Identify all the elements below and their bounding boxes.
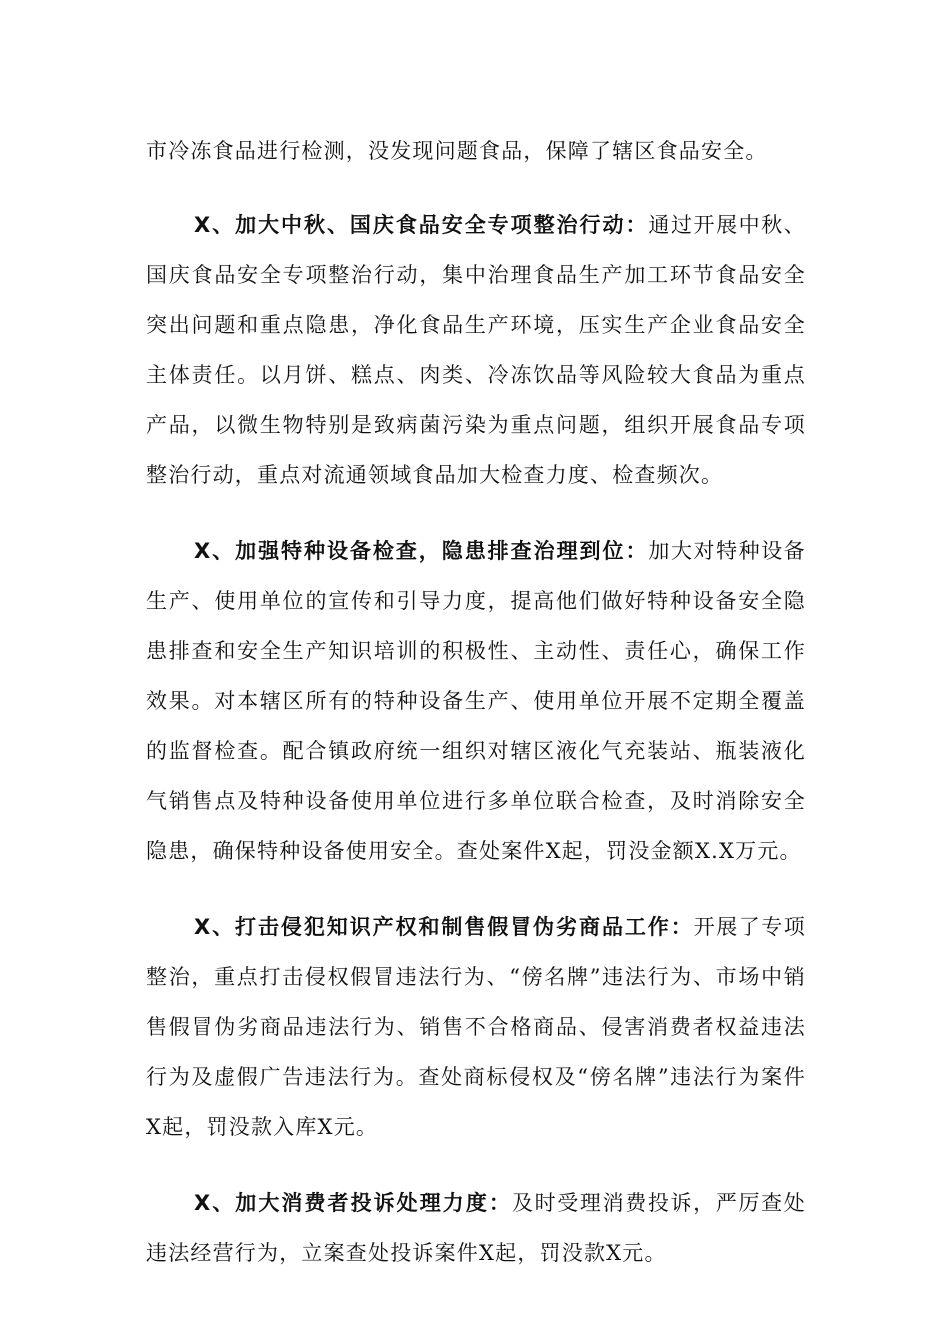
paragraph-consumer-complaints bbox=[146, 1178, 806, 1278]
paragraph-heading: X、加大消费者投诉处理力度： bbox=[194, 1191, 512, 1215]
paragraph-body: 通过开展中秋、国庆食品安全专项整治行动，集中治理食品生产加工环节食品安全突出问题和重点隐患，净化食品生产环境，压实生产企业食品安全主体责任。以月饼、糕点、肉类、冷冻饮品等风险较大食品为重点产品，以微生物特别是致病菌污染为重点问题，组织开展食品专项整治行动，重点对流通领域食品加大检查力度、检查频次。 bbox=[146, 213, 806, 487]
paragraph-mid-autumn-food-safety bbox=[146, 200, 806, 500]
paragraph-body: 加大对特种设备生产、使用单位的宣传和引导力度，提高他们做好特种设备安全隐患排查和安全生产知识培训的积极性、主动性、责任心，确保工作效果。对本辖区所有的特种设备生产、使用单位开展不定期全覆盖的监督检查。配合镇政府统一组织对辖区液化气充装站、瓶装液化气销售点及特种设备使用单位进行多单位联合检查，及时消除安全隐患，确保特种设备使用安全。查处案件X起，罚没金额X.X万元。 bbox=[146, 539, 806, 863]
paragraph-body: 市冷冻食品进行检测，没发现问题食品，保障了辖区食品安全。 bbox=[146, 139, 768, 163]
paragraph-ip-counterfeit-crackdown bbox=[146, 902, 806, 1152]
paragraph-body: 及时受理消费投诉，严厉查处违法经营行为，立案查处投诉案件X起，罚没款X元。 bbox=[146, 1191, 806, 1265]
paragraph-heading: X、加强特种设备检查，隐患排查治理到位： bbox=[194, 539, 649, 563]
paragraph-heading: X、加大中秋、国庆食品安全专项整治行动： bbox=[194, 213, 649, 237]
paragraph-body: 开展了专项整治，重点打击侵权假冒违法行为、“傍名牌”违法行为、市场中销售假冒伪劣商品违法行为、销售不合格商品、侵害消费者权益违法行为及虚假广告违法行为。查处商标侵权及“傍名牌”违法行为案件X起，罚没款入库X元。 bbox=[146, 915, 807, 1139]
paragraph-food-testing-continued bbox=[146, 126, 806, 176]
paragraph-heading: X、打击侵犯知识产权和制售假冒伪劣商品工作： bbox=[194, 915, 694, 939]
document-body bbox=[146, 126, 806, 1278]
paragraph-special-equipment-inspection bbox=[146, 526, 806, 876]
